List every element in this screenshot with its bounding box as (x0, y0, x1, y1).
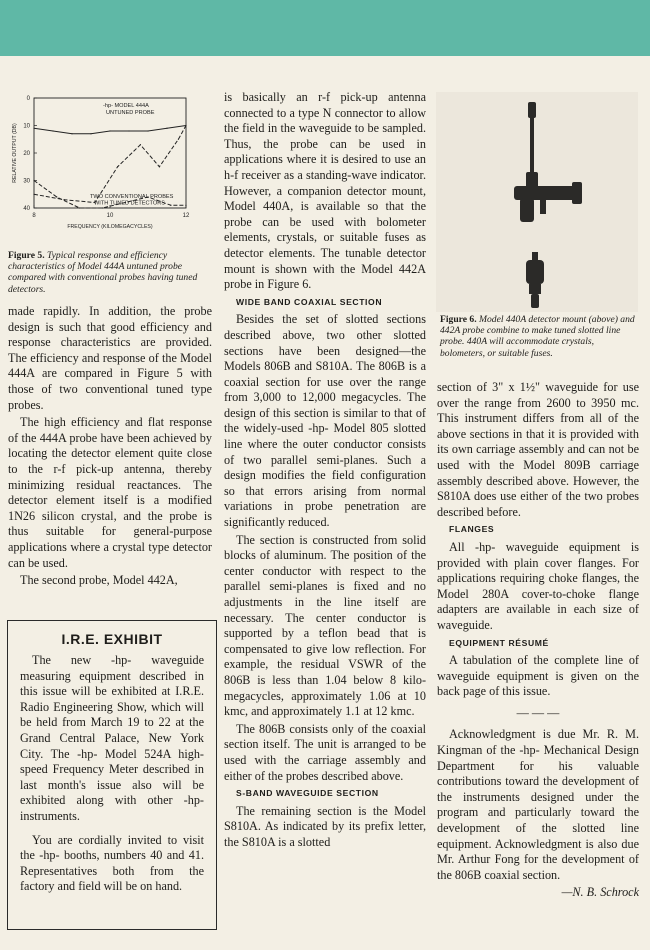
data-point (140, 144, 141, 145)
data-point (33, 128, 34, 129)
data-point (185, 125, 186, 126)
figure-5-chart (8, 90, 213, 248)
x-axis-label: FREQUENCY (KILOMEGACYCLES) (67, 224, 153, 230)
data-point (109, 130, 110, 131)
figure-6-label: Figure 6. (440, 314, 477, 325)
data-point (159, 166, 160, 167)
figure-5-caption (8, 250, 213, 295)
annotation-444a-line1: -hp- MODEL 444A (103, 103, 149, 109)
s-band-waveguide-heading: S-BAND WAVEGUIDE SECTION (236, 788, 379, 799)
data-point (33, 194, 34, 195)
data-point (166, 128, 167, 129)
x-tick-label: 12 (182, 213, 190, 219)
figure-6-photo (436, 92, 638, 312)
section-separator: — — — (516, 705, 560, 720)
y-tick-label: 30 (23, 178, 30, 185)
data-point (185, 205, 186, 206)
data-point (71, 133, 72, 134)
data-point (147, 130, 148, 131)
author-signature: —N. B. Schrock (561, 885, 639, 900)
col2-paragraph-5: The remaining section is the Model S810A. As indicated by its prefix letter, the S810A is a slotted (224, 803, 426, 849)
column-2 (224, 90, 426, 851)
data-point (90, 133, 91, 134)
col1-paragraph-3: The second probe, Model 442A, (20, 573, 178, 588)
col2-paragraph-4: The 806B consists only of the coaxial section itself. The unit is arranged to be used with the carriage assembly and either of the probes described above. (224, 721, 426, 783)
figure-6-caption-text: Model 440A detector mount (above) and 442A probe combine to make tuned slotted line probe. 440A will accommodate crystals, bolometers, or suitable fuses. (440, 314, 635, 359)
flanges-heading: FLANGES (449, 524, 495, 535)
y-tick-label: 10 (23, 123, 30, 130)
y-tick-label: 20 (23, 151, 30, 157)
y-tick-label: 40 (23, 206, 30, 212)
col1-paragraph-1: made rapidly. In addition, the probe design is such that good efficiency and response characteristics are provided. The efficiency and response of the Model 444A are compared in Figure 5 with those of two conventional tuned type probes. (8, 304, 212, 412)
col2-paragraph-3: The section is constructed from solid blocks of aluminum. The position of the center conductor with respect to the parallel semi-planes is fixed and no adjustments in the line itself are necessary. The center conductor is supported by a teflon bead that is compensated to give low reflection. For example, the residual VSWR of the 806B is less than 1.04 below 8 kilo-megacycles, approximately 1.06 at 10 kmc, and approximately 1.1 at 12 kmc. (224, 532, 426, 719)
data-point (102, 207, 103, 208)
col3-paragraph-1: section of 3" x 1½" waveguide for use over the range from 2600 to 3950 mc. This instrument differs from all of the above sections in that it is provided with its own carriage assembly and can not be used with the Model 809B carriage assembly described above. However, the S810A does use either of the two probes described before. (437, 380, 639, 519)
column-3 (437, 380, 639, 901)
annotation-conventional-line1: TWO CONVENTIONAL PROBES (90, 194, 174, 200)
col3-paragraph-2: All -hp- waveguide equipment is provided with plain cover flanges. For applications requiring choke flanges, the Model 280A cover-to-choke flange adapters are available in each size of waveguide. (437, 539, 639, 632)
annotation-444a-line2: UNTUNED PROBE (106, 110, 155, 116)
figure-5-caption-text: Typical response and efficiency characteristics of Model 444A untuned probe compared with conventional probes having tuned detectors. (8, 250, 198, 295)
col1-paragraph-2: The high efficiency and flat response of the 444A probe have been achieved by locating the detector element quite close to the r-f pick-up antenna, thereby minimizing residual reactances. The detector element itself is a modified 1N26 silicon crystal, and the probe is thus suitable for general-purpose applications where a crystal type detector can be used. (8, 415, 212, 570)
figure-5-label: Figure 5. (8, 250, 45, 261)
series-line-3 (34, 126, 186, 203)
x-tick-label: 10 (106, 213, 114, 219)
col2-paragraph-1: is basically an r-f pick-up antenna connected to a type N connector to allow the field in the waveguide to be sampled. Thus, the probe can be used in applications where it is desired to use an h-f receiver as a standing-wave indicator. However, a companion detector mount, Model 440A, is available so that the probe can be used with bolometer elements, crystals, or suitable fuses as detector elements. The tunable detector mount is shown with the Model 442A probe in Figure 6. (224, 90, 426, 292)
data-point (64, 199, 65, 200)
series-line-1 (34, 126, 186, 134)
acknowledgment-paragraph: Acknowledgment is due Mr. R. M. Kingman of the -hp- Mechanical Design Department for his valuable contributions toward the development of the instruments designed under the program and particularly toward the development of the slotted line equipment. Acknowledgment is also due Mr. Arthur Fong for the development of the 806B coaxial section. (437, 727, 639, 882)
ire-exhibit-box (7, 620, 217, 930)
exhibit-paragraph-1: The new -hp- waveguide measuring equipment described in this issue will be exhibited at I.R.E. Radio Engineering Show, which will be held from March 19 to 22 at the Grand Central Palace, New York City. The -hp- Model 524A high-speed Frequency Meter described in last month's issue also will be exhibited along with other -hp- instruments. (20, 653, 204, 823)
data-point (52, 130, 53, 131)
exhibit-paragraph-2: You are cordially invited to visit the -hp- booths, numbers 40 and 41. Representatives both from the factory and field will be on hand. (20, 832, 204, 894)
y-axis-label: RELATIVE OUTPUT (DB) (12, 123, 18, 183)
exhibit-title: I.R.E. EXHIBIT (61, 631, 163, 647)
data-point (128, 130, 129, 131)
column-1 (8, 304, 212, 589)
data-point (56, 196, 57, 197)
top-color-band (0, 0, 650, 56)
col2-paragraph-2: Besides the set of slotted sections described above, two other slotted sections have been designed—the Models 806B and S810A. The 806B is a coaxial section for use over the range from 3,000 to 12,000 megacycles. The design of this section is similar to that of the widely-used -hp- Model 805 slotted line where the outer conductor consists of two parallel semi-planes. Such a design modifies the field configuration so that errors arising from normal variations in probe penetration are significantly reduced. (224, 312, 426, 530)
data-point (33, 180, 34, 181)
col3-paragraph-3: A tabulation of the complete line of waveguide equipment is given on the back page of this issue. (437, 653, 639, 699)
y-tick-label: 0 (26, 96, 30, 102)
data-point (117, 166, 118, 167)
annotation-conventional-line2: WITH TUNED DETECTORS (94, 200, 165, 207)
x-tick-label: 8 (32, 213, 36, 219)
equipment-resume-heading: EQUIPMENT RÉSUMÉ (449, 637, 549, 648)
wide-band-coaxial-heading: WIDE BAND COAXIAL SECTION (236, 296, 383, 307)
figure-6-caption (440, 314, 638, 359)
data-point (79, 207, 80, 208)
data-point (178, 139, 179, 140)
data-point (170, 205, 171, 206)
